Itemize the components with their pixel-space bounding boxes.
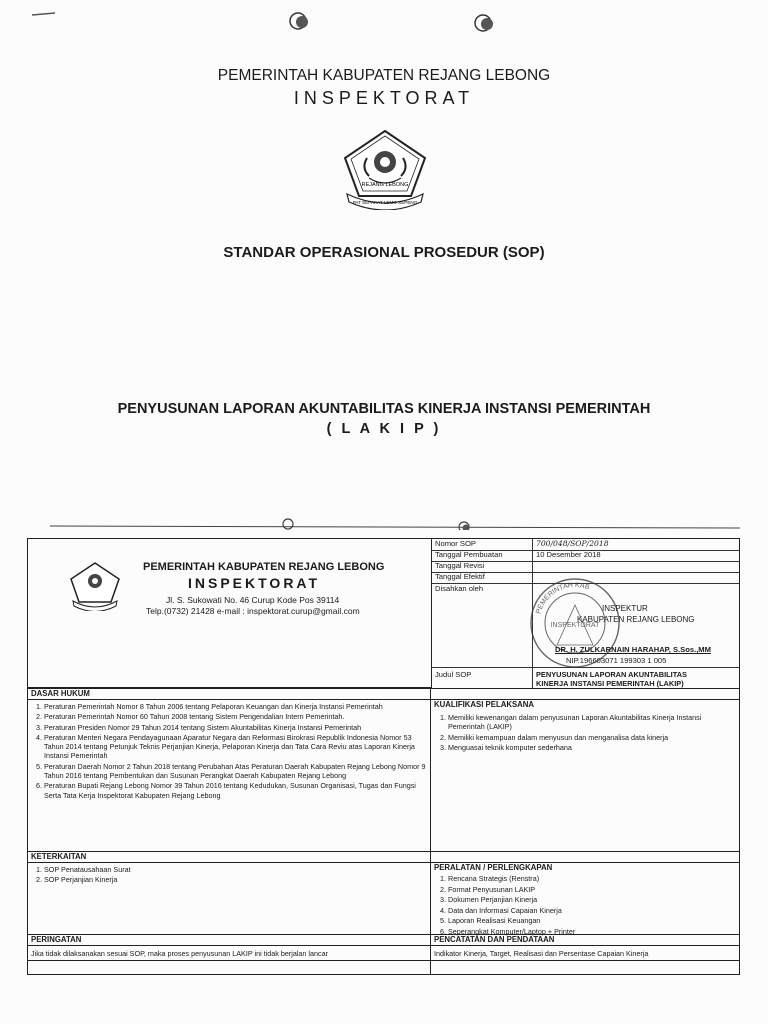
list-item: 6. Seperangkat Komputer/Laptop + Printer [448, 927, 736, 937]
document-title [0, 399, 768, 439]
peringatan-heading: PERINGATAN [31, 935, 82, 944]
divider [28, 960, 739, 961]
regency-crest-small-icon [68, 561, 122, 611]
keterkaitan-list [30, 865, 426, 886]
list-item: 5. Laporan Realisasi Keuangan [448, 916, 736, 926]
judul-sop-label: Judul SOP [435, 670, 472, 679]
divider [28, 688, 739, 689]
svg-text:INSPEKTORAT: INSPEKTORAT [550, 622, 600, 629]
regency-crest-icon [339, 128, 431, 210]
list-item: 3. Peraturan Presiden Nomor 29 Tahun 2014 tentang Sistem Akuntabilitas Kinerja Instansi Pemerintah [44, 723, 426, 732]
punch-holes [0, 0, 768, 40]
divider [28, 851, 739, 852]
list-item: 2. SOP Perjanjian Kinerja [44, 875, 426, 884]
letterhead-contact: Telp.(0732) 21428 e-mail : inspektorat.curup@gmail.com [146, 606, 360, 616]
sop-form [27, 538, 740, 975]
list-item: 2. Peraturan Pemerintah Nomor 60 Tahun 2008 tentang Sistem Pengendalian Intern Pemerintah. [44, 712, 426, 721]
approver-name: DR. H. ZULKARNAIN HARAHAP, S.Sos.,MM [555, 645, 711, 654]
sop-title: STANDAR OPERASIONAL PROSEDUR (SOP) [223, 244, 545, 261]
pencatatan-text: Indikator Kinerja, Target, Realisasi dan Persentase Capaian Kinerja [434, 949, 649, 958]
list-item: 4. Data dan Informasi Capaian Kinerja [448, 906, 736, 916]
identity-row: Tanggal Revisi [432, 561, 739, 573]
column-divider [430, 688, 431, 974]
divider [28, 699, 739, 700]
peringatan-text: Jika tidak dilaksanakan sesuai SOP, maka proses penyusunan LAKIP ini tidak berjalan lancar [31, 949, 328, 958]
list-item: 5. Peraturan Daerah Nomor 2 Tahun 2018 tentang Perubahan Atas Peraturan Daerah Kabupaten Rejang Lebong Nomor 9 Tahun 2016 tentang Pembentukan dan Susunan Perangkat Daerah Kabupaten Rejang Lebong [44, 762, 426, 781]
letterhead-government: PEMERINTAH KABUPATEN REJANG LEBONG [143, 561, 385, 573]
scan-sheet-edge [20, 512, 748, 530]
approval-row: Disahkan oleh [432, 583, 739, 668]
list-item: 2. Memiliki kemampuan dalam menyusun dan menganalisa data kinerja [448, 733, 736, 742]
judul-sop-value: PENYUSUNAN LAPORAN AKUNTABILITAS KINERJA INSTANSI PEMERINTAH (LAKIP) [536, 670, 687, 688]
list-item: 3. Dokumen Perjanjian Kinerja [448, 895, 736, 905]
peralatan-list [434, 874, 736, 938]
list-item: 4. Peraturan Menteri Negara Pendayagunaan Aparatur Negara dan Reformasi Birokrasi Republik Indonesia Nomor 53 Tahun 2014 tentang Petunjuk Teknis Perjanjian Kinerja, Pelaporan Kinerja dan Tata Cara Reviu atas Laporan Kinerja Instansi Pemerintah [44, 733, 426, 761]
divider [28, 862, 739, 863]
list-item: 1. Rencana Strategis (Renstra) [448, 874, 736, 884]
approver-nip: NIP.196603071 199303 1 005 [566, 656, 667, 665]
letterhead-address: Jl. S. Sukowati No. 46 Curup Kode Pos 39114 [166, 595, 340, 605]
letterhead [28, 539, 432, 688]
identity-row: Nomor SOP 700/048/SOP/2018 [432, 539, 739, 551]
cover-government-heading: PEMERINTAH KABUPATEN REJANG LEBONG [217, 67, 551, 84]
list-item: 3. Menguasai teknik komputer sederhana [448, 743, 736, 752]
identity-row: Tanggal Efektif [432, 572, 739, 584]
cover-office-heading: INSPEKTORAT [293, 88, 475, 108]
list-item: 1. SOP Penatausahaan Surat [44, 865, 426, 874]
divider [28, 945, 739, 946]
list-item: 1. Memiliki kewenangan dalam penyusunan Laporan Akuntabilitas Kinerja Instansi Pemerintah (LAKIP) [448, 713, 736, 732]
list-item: 1. Peraturan Pemerintah Nomor 8 Tahun 2006 tentang Pelaporan Keuangan dan Kinerja Instansi Pemerintah [44, 702, 426, 711]
kualifikasi-heading: KUALIFIKASI PELAKSANA [434, 700, 535, 709]
letterhead-office: INSPEKTORAT [188, 575, 321, 591]
dasar-hukum-list [30, 702, 426, 801]
kualifikasi-list [434, 713, 736, 753]
list-item: 6. Peraturan Bupati Rejang Lebong Nomor 39 Tahun 2016 tentang Kedudukan, Susunan Organisasi, Tugas dan Fungsi Serta Tata Kerja Inspektorat Kabupaten Rejang Lebong [44, 781, 426, 800]
svg-text:REJANG LEBONG: REJANG LEBONG [361, 182, 409, 188]
dasar-hukum-heading: DASAR HUKUM [31, 689, 90, 698]
peralatan-heading: PERALATAN / PERLENGKAPAN [434, 863, 553, 872]
svg-text:PAT SEPAKAT LEMO SEPENO: PAT SEPAKAT LEMO SEPENO [352, 200, 418, 205]
identity-row: Tanggal Pembuatan 10 Desember 2018 [432, 550, 739, 562]
pencatatan-heading: PENCATATAN DAN PENDATAAN [434, 935, 555, 944]
document-title-line1: PENYUSUNAN LAPORAN AKUNTABILITAS KINERJA INSTANSI PEMERINTAH [117, 401, 651, 417]
approver-title: INSPEKTUR [602, 604, 648, 613]
svg-text:PEMERINTAH KAB: PEMERINTAH KAB [535, 581, 591, 615]
approver-office: KABUPATEN REJANG LEBONG [577, 615, 695, 624]
document-title-line2: ( L A K I P ) [326, 421, 442, 437]
keterkaitan-heading: KETERKAITAN [31, 852, 87, 861]
official-stamp-icon [527, 575, 623, 671]
list-item: 2. Format Penyusunan LAKIP [448, 885, 736, 895]
